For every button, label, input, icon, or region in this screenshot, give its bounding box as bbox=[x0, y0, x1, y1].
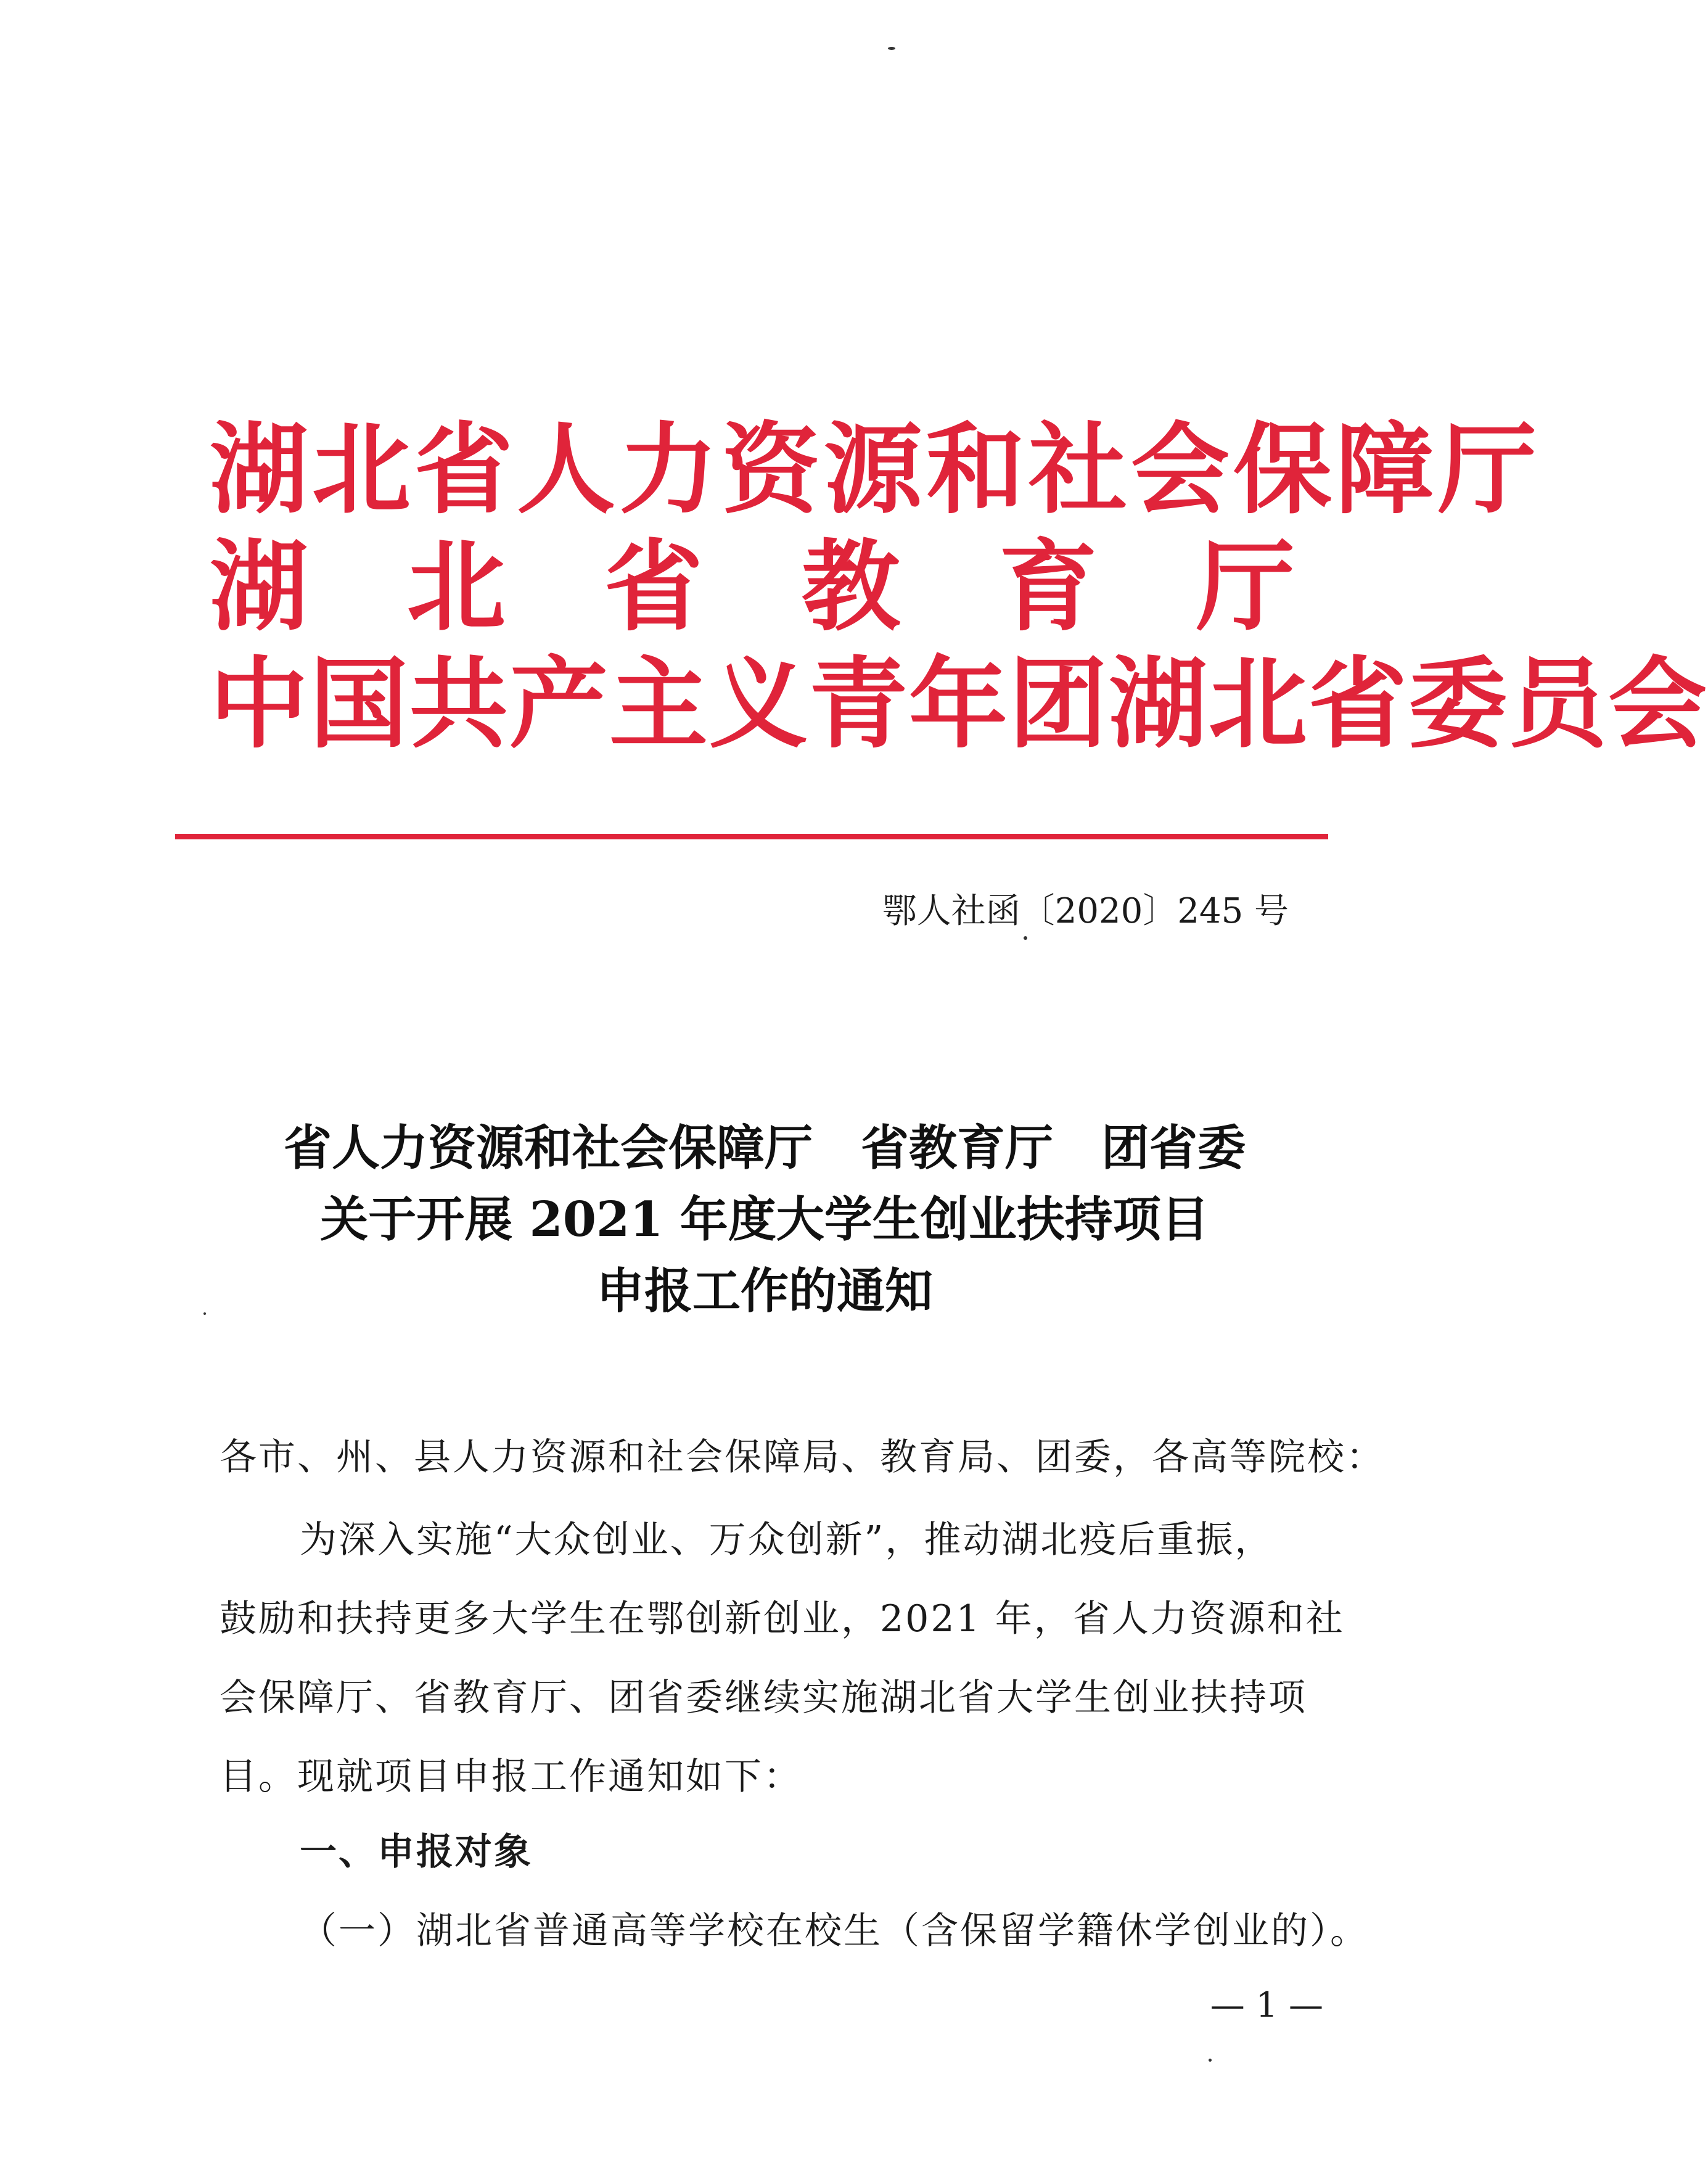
section-heading: 一、申报对象 bbox=[300, 1830, 533, 1874]
issuer-hubei-hrss: 湖北省人力资源和社会保障厅 bbox=[210, 412, 1541, 527]
body-paragraph-line: 鼓励和扶持更多大学生在鄂创新创业，2021 年，省人力资源和社 bbox=[220, 1597, 1345, 1640]
issuer-char: 省 bbox=[604, 529, 703, 644]
red-header-divider bbox=[175, 834, 1328, 839]
body-paragraph-line: 为深入实施“大众创业、万众创新”，推动湖北疫后重振， bbox=[300, 1518, 1274, 1562]
scan-speck bbox=[1024, 936, 1027, 940]
issuer-char: 北 bbox=[406, 529, 506, 644]
body-paragraph-line: 会保障厅、省教育厅、团省委继续实施湖北省大学生创业扶持项 bbox=[220, 1676, 1307, 1719]
document-title-line-1: 省人力资源和社会保障厅 省教育厅 团省委 bbox=[283, 1120, 1246, 1176]
document-title-line-3: 申报工作的通知 bbox=[596, 1263, 933, 1319]
issuer-char: 厅 bbox=[1196, 529, 1295, 644]
scan-speck bbox=[888, 47, 895, 50]
scan-speck bbox=[1209, 2059, 1212, 2062]
document-title-line-2: 关于开展 2021 年度大学生创业扶持项目 bbox=[320, 1192, 1209, 1248]
issuer-char: 育 bbox=[998, 529, 1098, 644]
issuer-char: 教 bbox=[801, 529, 900, 644]
body-paragraph-line: 目。现就项目申报工作通知如下： bbox=[220, 1755, 802, 1798]
document-number: 鄂人社函〔2020〕245 号 bbox=[882, 891, 1289, 931]
issuer-youth-league: 中国共产主义青年团湖北省委员会 bbox=[210, 646, 1708, 762]
page-number: — 1 — bbox=[1210, 1985, 1323, 2025]
scan-speck bbox=[203, 1312, 206, 1315]
list-item: （一）湖北省普通高等学校在校生（含保留学籍休学创业的）。 bbox=[300, 1909, 1369, 1953]
issuer-hubei-education bbox=[210, 529, 1295, 644]
addressee-line: 各市、州、县人力资源和社会保障局、教育局、团委，各高等院校： bbox=[220, 1436, 1385, 1479]
issuer-char: 湖 bbox=[210, 529, 309, 644]
